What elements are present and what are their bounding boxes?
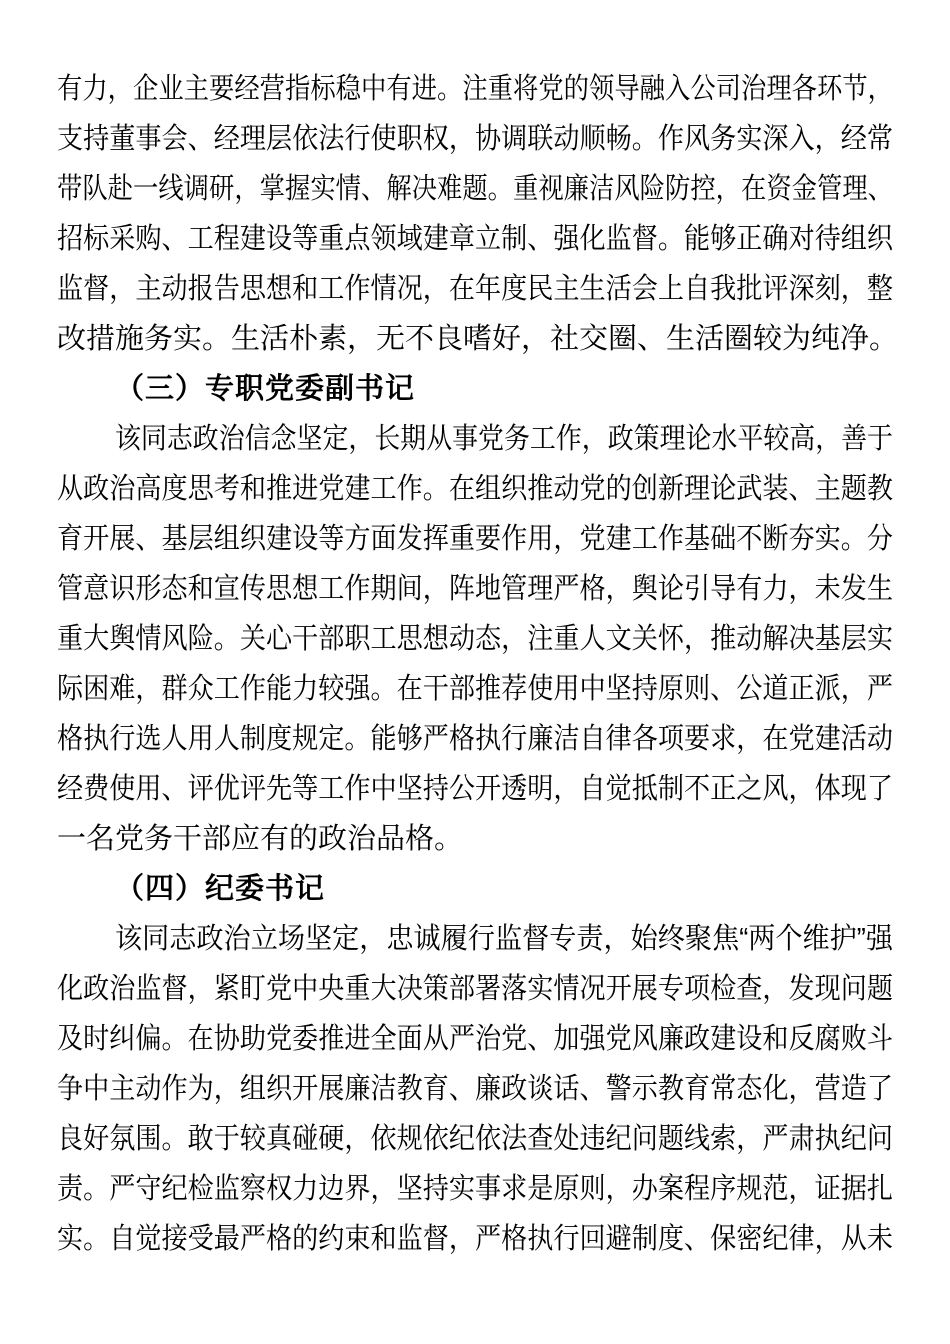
text-line-content: 责。严守纪检监察权力边界，坚持实事求是原则，办案程序规范，证据扎 xyxy=(57,1173,893,1205)
text-line xyxy=(57,64,893,114)
text-line-content: 招标采购、工程建设等重点领域建章立制、强化监督。能够正确对待组织 xyxy=(57,223,893,255)
text-line xyxy=(57,264,893,314)
text-line-content: 该同志政治信念坚定，长期从事党务工作，政策理论水平较高，善于 xyxy=(115,423,893,455)
text-line-content: 育开展、基层组织建设等方面发挥重要作用，党建工作基础不断夯实。分 xyxy=(57,523,893,555)
text-line-content: 带队赴一线调研，掌握实情、解决难题。重视廉洁风险防控，在资金管理、 xyxy=(57,173,893,205)
text-line-content: 化政治监督，紧盯党中央重大决策部署落实情况开展专项检查，发现问题 xyxy=(57,973,893,1005)
text-line xyxy=(57,714,893,764)
text-line xyxy=(57,1064,893,1114)
text-line xyxy=(57,464,893,514)
text-line xyxy=(57,514,893,564)
text-line xyxy=(57,1014,893,1064)
paragraph xyxy=(57,414,893,864)
text-line-content: 改措施务实。生活朴素，无不良嗜好，社交圈、生活圈较为纯净。 xyxy=(57,323,899,355)
section-heading: （四）纪委书记 xyxy=(115,873,326,905)
text-line xyxy=(57,914,893,964)
text-line xyxy=(57,614,893,664)
text-line-content: 从政治高度思考和推进党建工作。在组织推动党的创新理论武装、主题教 xyxy=(57,473,893,505)
paragraph xyxy=(57,64,899,364)
text-line xyxy=(57,814,893,864)
section-heading: （三）专职党委副书记 xyxy=(115,373,416,405)
text-line-content: 实。自觉接受最严格的约束和监督，严格执行回避制度、保密纪律，从未 xyxy=(57,1223,893,1255)
text-line xyxy=(57,1214,893,1264)
text-line xyxy=(57,414,893,464)
text-line-content: 争中主动作为，组织开展廉洁教育、廉政谈话、警示教育常态化，营造了 xyxy=(57,1073,893,1105)
text-line-content: 一名党务干部应有的政治品格。 xyxy=(57,823,464,855)
text-line xyxy=(57,764,893,814)
text-line-content: 管意识形态和宣传思想工作期间，阵地管理严格，舆论引导有力，未发生 xyxy=(57,573,893,605)
text-line-content: 及时纠偏。在协助党委推进全面从严治党、加强党风廉政建设和反腐败斗 xyxy=(57,1023,893,1055)
text-line xyxy=(57,1114,893,1164)
text-line xyxy=(57,1164,893,1214)
text-line xyxy=(57,564,893,614)
text-line-content: 有力，企业主要经营指标稳中有进。注重将党的领导融入公司治理各环节， xyxy=(57,73,893,105)
document-body xyxy=(57,64,899,1264)
text-line xyxy=(57,164,893,214)
text-line-content: 监督，主动报告思想和工作情况，在年度民主生活会上自我批评深刻，整 xyxy=(57,273,893,305)
text-line-content: 经费使用、评优评先等工作中坚持公开透明，自觉抵制不正之风，体现了 xyxy=(57,773,893,805)
text-line-content: 该同志政治立场坚定，忠诚履行监督专责，始终聚焦“两个维护”强 xyxy=(115,923,893,955)
text-line-content: 际困难，群众工作能力较强。在干部推荐使用中坚持原则、公道正派，严 xyxy=(57,673,893,705)
text-line xyxy=(57,664,893,714)
text-line xyxy=(57,114,893,164)
text-line-content: 重大舆情风险。关心干部职工思想动态，注重人文关怀，推动解决基层实 xyxy=(57,623,893,655)
text-line-content: 支持董事会、经理层依法行使职权，协调联动顺畅。作风务实深入，经常 xyxy=(57,123,893,155)
text-line xyxy=(57,214,893,264)
paragraph xyxy=(57,914,893,1264)
text-line xyxy=(57,964,893,1014)
text-line-content: 良好氛围。敢于较真碰硬，依规依纪依法查处违纪问题线索，严肃执纪问 xyxy=(57,1123,893,1155)
text-line xyxy=(57,314,899,364)
text-line-content: 格执行选人用人制度规定。能够严格执行廉洁自律各项要求，在党建活动 xyxy=(57,723,893,755)
